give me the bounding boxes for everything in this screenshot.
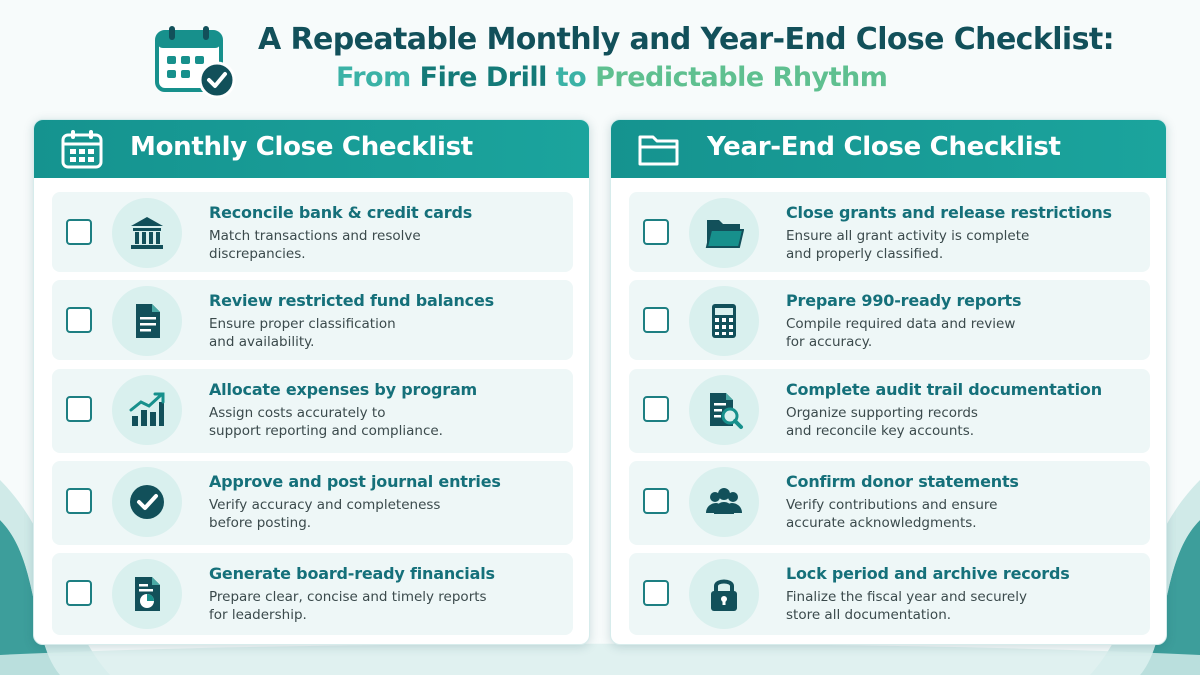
yearend-panel-title: Year-End Close Checklist — [707, 132, 1061, 162]
checkbox[interactable] — [643, 580, 669, 606]
checkbox[interactable] — [66, 396, 92, 422]
list-item — [52, 553, 573, 635]
list-item — [52, 280, 573, 360]
lock-icon — [704, 574, 744, 614]
checkbox[interactable] — [643, 396, 669, 422]
item-description: Verify accuracy and completeness before posting. — [209, 497, 441, 531]
calendar-check-icon — [155, 24, 237, 100]
monthly-close-panel — [33, 119, 590, 645]
item-title: Confirm donor statements — [786, 472, 1019, 491]
list-item — [52, 461, 573, 545]
yearend-panel-header — [611, 120, 1166, 178]
people-icon — [704, 482, 744, 522]
document-icon — [127, 301, 167, 341]
checkbox[interactable] — [643, 307, 669, 333]
growth-chart-icon — [127, 390, 167, 430]
item-description: Prepare clear, concise and timely reports for leadership. — [209, 589, 487, 623]
monthly-panel-title: Monthly Close Checklist — [130, 132, 473, 162]
folder-icon — [704, 213, 744, 253]
checkbox[interactable] — [66, 580, 92, 606]
item-description: Assign costs accurately to support reporting and compliance. — [209, 405, 443, 439]
item-title: Allocate expenses by program — [209, 380, 478, 399]
item-description: Organize supporting records and reconcile key accounts. — [786, 405, 978, 439]
report-pie-icon — [127, 574, 167, 614]
item-title: Review restricted fund balances — [209, 291, 494, 310]
item-title: Prepare 990-ready reports — [786, 291, 1022, 310]
page-title: A Repeatable Monthly and Year-End Close Checklist: — [258, 22, 1114, 57]
item-description: Compile required data and review for accuracy. — [786, 316, 1016, 350]
item-title: Reconcile bank & credit cards — [209, 203, 473, 222]
list-item — [629, 280, 1150, 360]
checkbox[interactable] — [66, 307, 92, 333]
list-item — [629, 461, 1150, 545]
list-item — [629, 553, 1150, 635]
item-description: Ensure all grant activity is complete and properly classified. — [786, 228, 1030, 262]
item-description: Finalize the fiscal year and securely store all documentation. — [786, 589, 1027, 623]
calculator-icon — [704, 301, 744, 341]
year-end-close-panel — [610, 119, 1167, 645]
list-item — [629, 369, 1150, 453]
calendar-icon — [60, 129, 104, 169]
document-search-icon — [704, 390, 744, 430]
check-circle-icon — [127, 482, 167, 522]
item-description: Ensure proper classification and availability. — [209, 316, 396, 350]
monthly-panel-header — [34, 120, 589, 178]
item-title: Close grants and release restrictions — [786, 203, 1112, 222]
checkbox[interactable] — [66, 488, 92, 514]
header — [0, 0, 1200, 110]
item-title: Approve and post journal entries — [209, 472, 501, 491]
checkbox[interactable] — [643, 219, 669, 245]
bank-icon — [127, 213, 167, 253]
list-item — [629, 192, 1150, 272]
item-title: Complete audit trail documentation — [786, 380, 1102, 399]
page-subtitle: From Fire Drill to Predictable Rhythm — [336, 62, 888, 93]
list-item — [52, 192, 573, 272]
folder-icon — [637, 129, 681, 169]
list-item — [52, 369, 573, 453]
item-description: Verify contributions and ensure accurate acknowledgments. — [786, 497, 998, 531]
item-title: Lock period and archive records — [786, 564, 1070, 583]
checkbox[interactable] — [66, 219, 92, 245]
item-description: Match transactions and resolve discrepancies. — [209, 228, 421, 262]
checkbox[interactable] — [643, 488, 669, 514]
item-title: Generate board-ready financials — [209, 564, 495, 583]
